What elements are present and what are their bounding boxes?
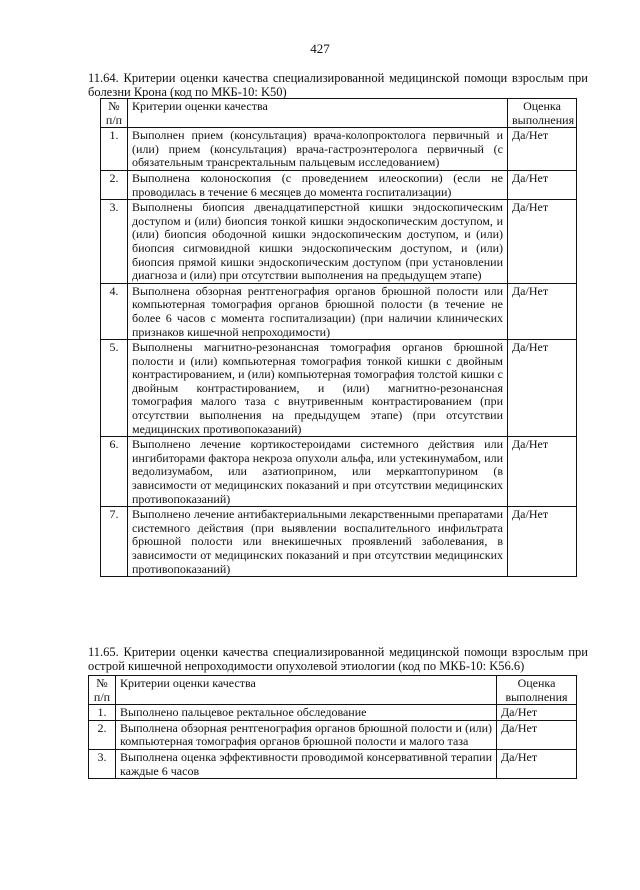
section-title-11-65: 11.65. Критерии оценки качества специализированной медицинской помощи взрослым при острой кишечной непроходимости опухолевой этиологии (код по МКБ-10: K56.6) [88,645,588,673]
table-row [101,170,577,199]
row-num: 2. [101,170,128,199]
row-grade: Да/Нет [508,200,577,284]
page-number: 427 [310,41,330,56]
table-row [101,437,577,507]
table-row [89,749,577,778]
criteria-table-11-65 [88,675,577,779]
header-criteria: Критерии оценки качества [116,676,497,705]
table-header-row [89,676,577,705]
row-criteria: Выполнено лечение антибактериальными лекарственными препаратами системного действия (при выявлении воспалительного инфильтрата брюшной полости или внекишечных проявлений заболевания, в зависимости от медицинских показаний и при отсутствии медицинских противопоказаний) [128,507,508,577]
section-title-11-64: 11.64. Критерии оценки качества специализированной медицинской помощи взрослым при болезни Крона (код по МКБ-10: K50) [88,71,588,99]
row-num: 6. [101,437,128,507]
header-grade: Оценка выполнения [508,99,577,128]
row-num: 3. [101,200,128,284]
table-row [101,340,577,437]
header-grade: Оценка выполнения [497,676,577,705]
row-num: 5. [101,340,128,437]
row-grade: Да/Нет [508,128,577,171]
row-criteria: Выполнена обзорная рентгенография органов брюшной полости и (или) компьютерная томография органов брюшной полости и малого таза [116,720,497,749]
criteria-table-11-64 [100,98,577,577]
header-num: № п/п [89,676,116,705]
row-num: 4. [101,283,128,339]
row-criteria: Выполнена колоноскопия (с проведением илеоскопии) (если не проводилась в течение 6 месяцев до момента госпитализации) [128,170,508,199]
row-num: 1. [89,705,116,721]
header-num: № п/п [101,99,128,128]
row-criteria: Выполнены магнитно-резонансная томография органов брюшной полости и (или) компьютерная томография тонкой кишки с двойным контрастированием, и (или) компьютерная томография толстой кишки с двойным контрастированием, и (или) магнитно-резонансная томография малого таза с внутривенным контрастированием (при отсутствии выполнения на предыдущем этапе) (при отсутствии медицинских противопоказаний) [128,340,508,437]
table-header-row [101,99,577,128]
row-grade: Да/Нет [508,283,577,339]
table-row [101,200,577,284]
row-criteria: Выполнены биопсия двенадцатиперстной кишки эндоскопическим доступом и (или) биопсия тонкой кишки эндоскопическим доступом, и (или) биопсия ободочной кишки эндоскопическим доступом, и (или) биопсия сигмовидной кишки эндоскопическим доступом, и (или) биопсия прямой кишки эндоскопическим доступом (при установлении диагноза и (или) при отсутствии выполнения на предыдущем этапе) [128,200,508,284]
table-row [101,507,577,577]
row-criteria: Выполнено лечение кортикостероидами системного действия или ингибиторами фактора некроза опухоли альфа, или устекинумабом, или ведолизумабом, или азатиоприном, или меркаптопурином (в зависимости от медицинских показаний и при отсутствии медицинских противопоказаний) [128,437,508,507]
table-row [101,128,577,171]
row-grade: Да/Нет [508,507,577,577]
row-grade: Да/Нет [497,705,577,721]
row-criteria: Выполнена обзорная рентгенография органов брюшной полости или компьютерная томография органов брюшной полости (в течение не более 6 часов с момента госпитализации) (при наличии клинических признаков кишечной непроходимости) [128,283,508,339]
table-row [101,283,577,339]
row-num: 3. [89,749,116,778]
row-num: 2. [89,720,116,749]
row-grade: Да/Нет [508,170,577,199]
row-grade: Да/Нет [508,437,577,507]
table-row [89,720,577,749]
row-criteria: Выполнена оценка эффективности проводимой консервативной терапии каждые 6 часов [116,749,497,778]
row-criteria: Выполнен прием (консультация) врача-колопроктолога первичный и (или) прием (консультация) врача-гастроэнтеролога первичный (с обязательным трансректальным пальцевым исследованием) [128,128,508,171]
header-criteria: Критерии оценки качества [128,99,508,128]
row-criteria: Выполнено пальцевое ректальное обследование [116,705,497,721]
row-grade: Да/Нет [497,749,577,778]
table-row [89,705,577,721]
row-num: 1. [101,128,128,171]
row-grade: Да/Нет [508,340,577,437]
row-num: 7. [101,507,128,577]
row-grade: Да/Нет [497,720,577,749]
